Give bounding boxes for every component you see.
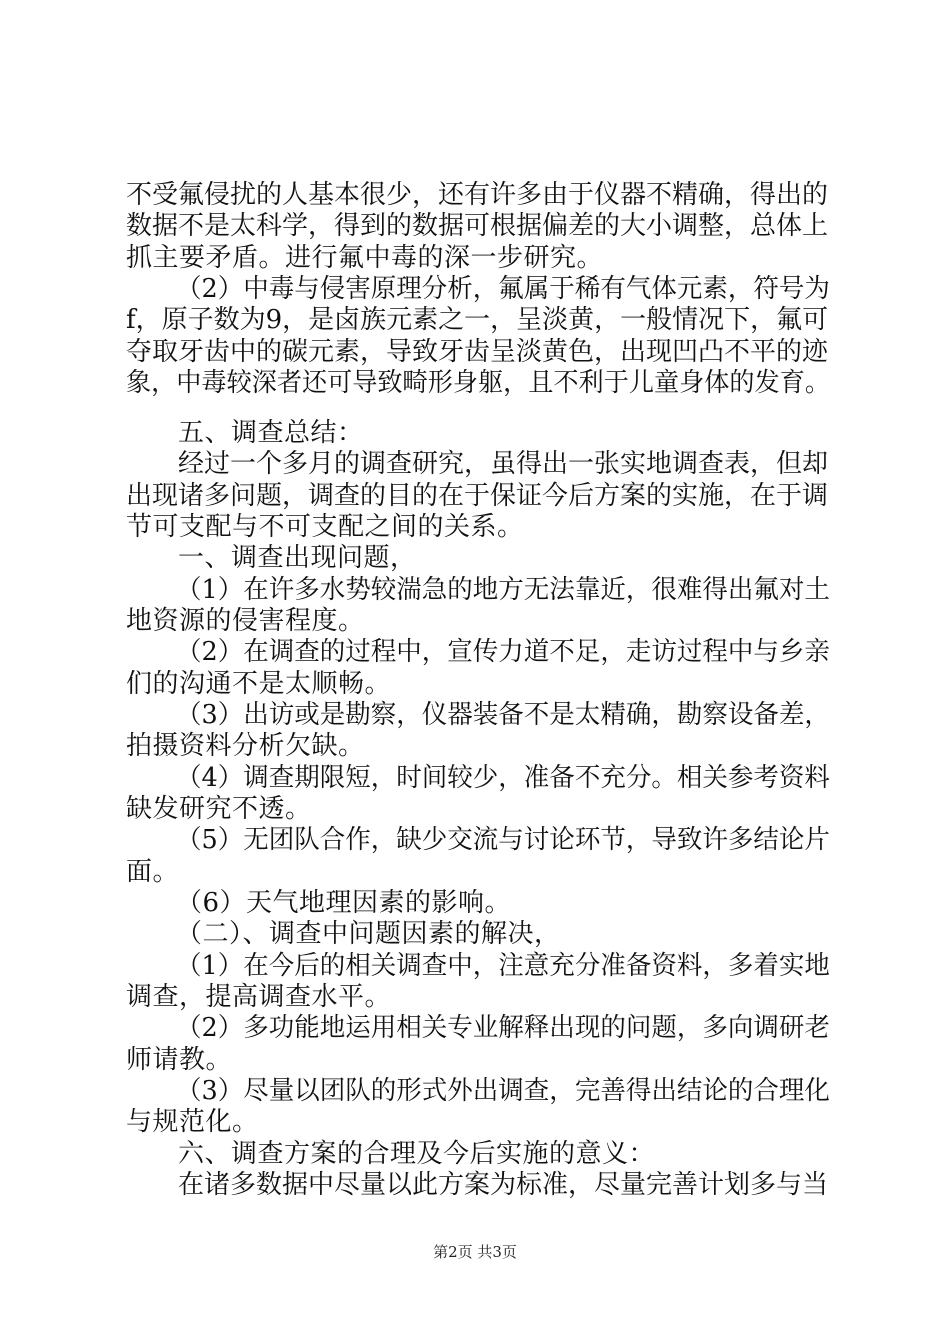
text-line: （2）多功能地运用相关专业解释出现的问题，多向调研老 (176, 1013, 830, 1044)
section-heading: 六、调查方案的合理及今后实施的意义： (178, 1138, 656, 1169)
text-line: 经过一个多月的调查研究，虽得出一张实地调查表，但却 (178, 449, 829, 480)
text-line: 数据不是太科学，得到的数据可根据偏差的大小调整，总体上 (126, 211, 829, 242)
text-line: （4）调查期限短，时间较少，准备不充分。相关参考资料 (176, 762, 830, 793)
subsection-heading: （二）、调查中问题因素的解决， (176, 919, 561, 950)
text-line: 师请教。 (126, 1044, 233, 1075)
text-line: （3）出访或是勘察，仪器装备不是太精确，勘察设备差， (176, 699, 830, 730)
text-line: （2）中毒与侵害原理分析，氟属于稀有气体元素，符号为 (176, 274, 830, 304)
text-line: 与规范化。 (126, 1107, 259, 1138)
text-line: （6）天气地理因素的影响。 (176, 887, 512, 918)
text-line: 节可支配与不可支配之间的关系。 (126, 511, 524, 542)
text-line: f，原子数为9，是卤族元素之一，呈淡黄，一般情况下，氟可 (126, 305, 829, 336)
text-line: 面。 (126, 856, 180, 887)
text-line: 地资源的侵害程度。 (126, 605, 365, 636)
text-line: 不受氟侵扰的人基本很少，还有许多由于仪器不精确，得出的 (126, 180, 829, 210)
text-line: 拍摄资料分析欠缺。 (126, 731, 365, 762)
section-heading: 五、调查总结： (178, 417, 364, 448)
subsection-heading: 一、调查出现问题， (178, 543, 417, 574)
page-number-footer: 第2页 共3页 (433, 1243, 517, 1261)
text-line: （1）在许多水势较湍急的地方无法靠近，很难得出氟对土 (176, 574, 830, 605)
text-line: 调查，提高调查水平。 (126, 982, 392, 1012)
text-line: 夺取牙齿中的碳元素，导致牙齿呈淡黄色，出现凹凸不平的迹 (126, 336, 829, 367)
text-line: 出现诸多问题，调查的目的在于保证今后方案的实施，在于调 (126, 480, 829, 511)
text-line: （5）无团队合作，缺少交流与讨论环节，导致许多结论片 (176, 825, 830, 856)
text-line: 象，中毒较深者还可导致畸形身躯，且不利于儿童身体的发育。 (126, 368, 830, 398)
text-line: （1）在今后的相关调查中，注意充分准备资料，多着实地 (176, 950, 830, 981)
text-line: （3）尽量以团队的形式外出调查，完善得出结论的合理化 (176, 1076, 830, 1106)
text-line: 们的沟通不是太顺畅。 (126, 668, 392, 699)
text-line: （2）在调查的过程中，宣传力道不足，走访过程中与乡亲 (176, 637, 830, 668)
text-line: 抓主要矛盾。进行氟中毒的深一步研究。 (126, 242, 604, 273)
text-line: 缺发研究不透。 (126, 793, 312, 824)
text-line: 在诸多数据中尽量以此方案为标准，尽量完善计划多与当 (178, 1170, 829, 1200)
